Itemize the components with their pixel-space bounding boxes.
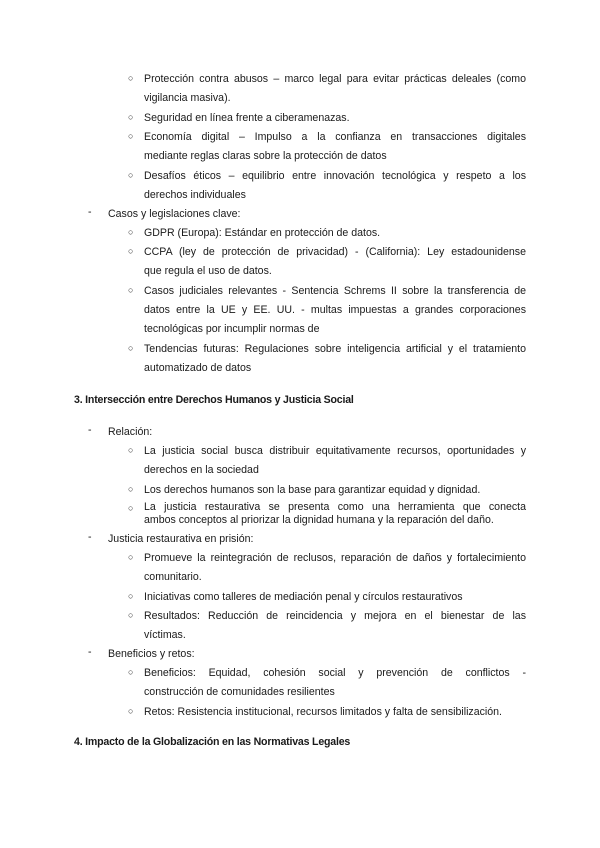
bullet-icon: ○ — [128, 445, 134, 455]
section-3-title: 3. Intersección entre Derechos Humanos y Justicia Social — [74, 394, 354, 406]
list-item: Desafíos éticos – equilibrio entre innovación tecnológica y respeto a los — [144, 170, 526, 182]
bullet-icon: ○ — [128, 591, 134, 601]
list-item: Los derechos humanos son la base para garantizar equidad y dignidad. — [144, 484, 481, 496]
list-item: CCPA (ley de protección de privacidad) - (California): Ley estadounidense — [144, 246, 526, 258]
list-item: derechos en la sociedad — [144, 464, 259, 476]
list-item: mediante reglas claras sobre la protección de datos — [144, 150, 387, 162]
list-item: La justicia restaurativa se presenta como una herramienta que conecta — [144, 501, 526, 513]
list-item: Protección contra abusos – marco legal para evitar prácticas deleales (como — [144, 73, 526, 85]
bullet-icon: ○ — [128, 706, 134, 716]
list-item: Economía digital – Impulso a la confianza en transacciones digitales — [144, 131, 526, 143]
list-item: que regula el uso de datos. — [144, 265, 272, 277]
bullet-icon: ○ — [128, 170, 134, 180]
list-item: Seguridad en línea frente a ciberamenazas. — [144, 112, 350, 124]
list-item: vigilancia masiva). — [144, 92, 231, 104]
list-item: Promueve la reintegración de reclusos, reparación de daños y fortalecimiento — [144, 552, 526, 564]
bullet-icon: ○ — [128, 343, 134, 353]
bullet-icon: ○ — [128, 227, 134, 237]
bullet-icon: ○ — [128, 503, 134, 513]
list-item: automatizado de datos — [144, 362, 252, 374]
list-label: Relación: — [108, 426, 153, 438]
bullet-icon: ○ — [128, 285, 134, 295]
list-item: víctimas. — [144, 629, 186, 641]
list-item: datos entre la UE y EE. UU. - multas impuestas a grandes corporaciones — [144, 304, 526, 316]
list-item: Beneficios: Equidad, cohesión social y prevención de conflictos - — [144, 667, 526, 679]
dash-icon: - — [88, 424, 92, 436]
list-item: construcción de comunidades resilientes — [144, 686, 335, 698]
section-4-title: 4. Impacto de la Globalización en las Normativas Legales — [74, 736, 351, 748]
dash-icon: - — [88, 206, 92, 218]
list-item: GDPR (Europa): Estándar en protección de datos. — [144, 227, 381, 239]
list-item: tecnológicas por incumplir normas de — [144, 323, 320, 335]
list-item: Retos: Resistencia institucional, recursos limitados y falta de sensibilización. — [144, 706, 502, 718]
list-item: Casos judiciales relevantes - Sentencia Schrems II sobre la transferencia de — [144, 285, 526, 297]
bullet-icon: ○ — [128, 112, 134, 122]
list-item: Iniciativas como talleres de mediación penal y círculos restaurativos — [144, 591, 463, 603]
dash-icon: - — [88, 531, 92, 543]
bullet-icon: ○ — [128, 246, 134, 256]
list-label: Beneficios y retos: — [108, 648, 195, 660]
dash-icon: - — [88, 646, 92, 658]
bullet-icon: ○ — [128, 667, 134, 677]
list-item: La justicia social busca distribuir equitativamente recursos, oportunidades y — [144, 445, 526, 457]
list-item: Resultados: Reducción de reincidencia y mejora en el bienestar de las — [144, 610, 526, 622]
bullet-icon: ○ — [128, 131, 134, 141]
list-item: derechos individuales — [144, 189, 246, 201]
bullet-icon: ○ — [128, 610, 134, 620]
list-item: comunitario. — [144, 571, 202, 583]
list-label: Casos y legislaciones clave: — [108, 208, 241, 220]
list-item: Tendencias futuras: Regulaciones sobre inteligencia artificial y el tratamiento — [144, 343, 526, 355]
list-item: ambos conceptos al priorizar la dignidad humana y la reparación del daño. — [144, 514, 494, 526]
list-label: Justicia restaurativa en prisión: — [108, 533, 254, 545]
bullet-icon: ○ — [128, 73, 134, 83]
bullet-icon: ○ — [128, 484, 134, 494]
bullet-icon: ○ — [128, 552, 134, 562]
